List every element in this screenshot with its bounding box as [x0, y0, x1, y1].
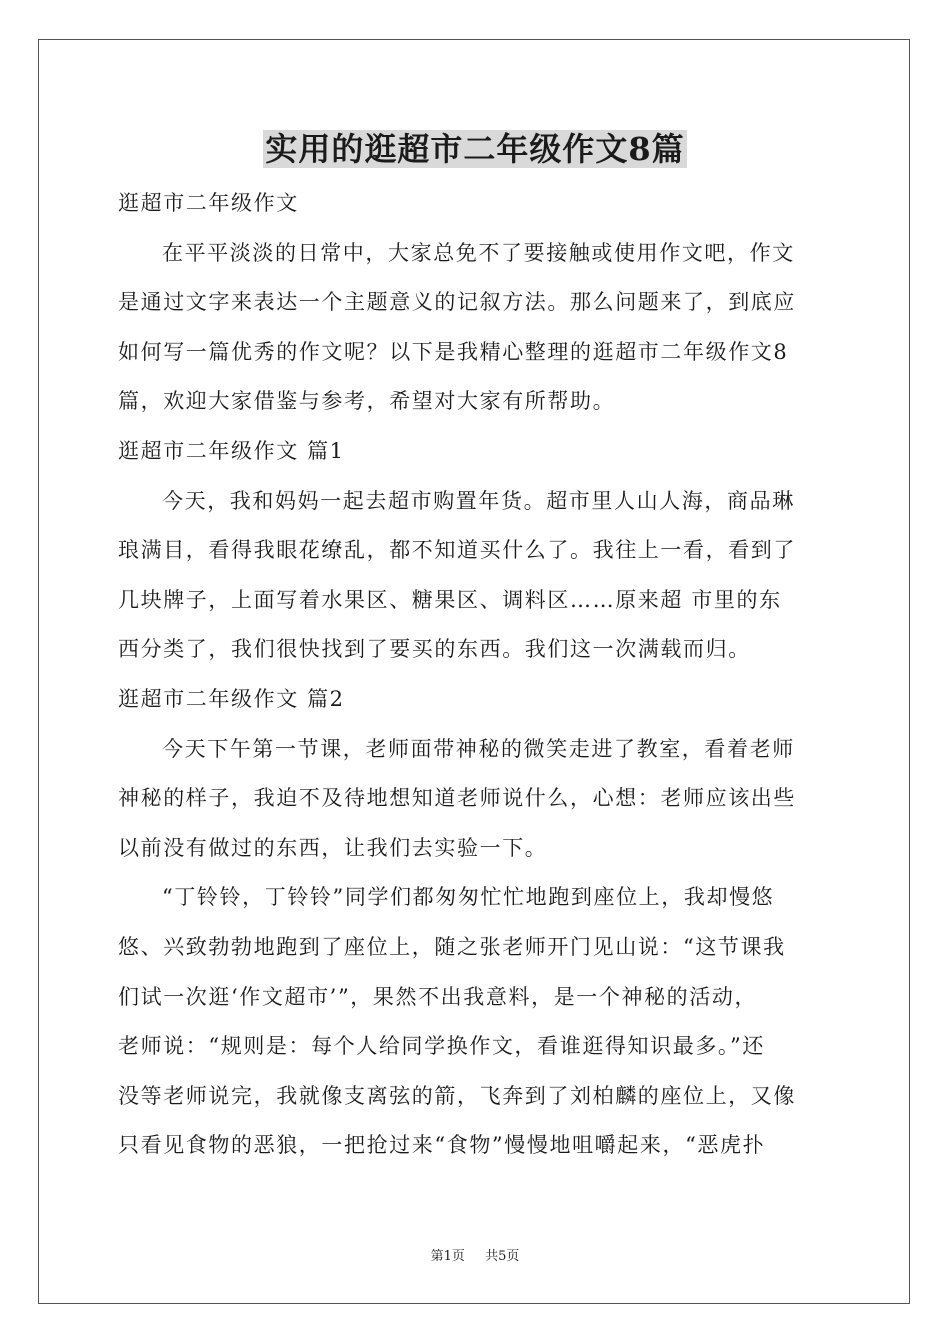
text-line: 只看见食物的恶狼，一把抢过来“食物”慢慢地咀嚼起来，“恶虎扑	[118, 1133, 766, 1158]
text-line: 在平平淡淡的日常中，大家总免不了要接触或使用作文吧，作文	[162, 240, 795, 265]
text-line: 西分类了，我们很快找到了要买的东西。我们这一次满载而归。	[118, 637, 751, 662]
text-line: 如何写一篇优秀的作文呢？以下是我精心整理的逛超市二年级作文8	[118, 339, 789, 364]
document-title: 实用的逛超市二年级作文8篇	[265, 130, 685, 168]
text-line: 逛超市二年级作文	[118, 191, 299, 215]
text-line: 们试一次逛‘作文超市’”，果然不出我意料，是一个神秘的活动，	[118, 984, 758, 1009]
text-line: 篇，欢迎大家借鉴与参考，希望对大家有所帮助。	[118, 389, 616, 414]
text-line: 神秘的样子，我迫不及待地想知道老师说什么，心想：老师应该出些	[118, 786, 796, 811]
text-line: 悠、兴致勃勃地跑到了座位上，随之张老师开门见山说：“这节课我	[118, 934, 786, 959]
text-line: 是通过文字来表达一个主题意义的记叙方法。那么问题来了，到底应	[118, 290, 796, 315]
document-title-wrap	[0, 128, 950, 170]
text-line: 没等老师说完，我就像支离弦的箭，飞奔到了刘柏麟的座位上，又像	[118, 1083, 796, 1108]
text-line: 几块牌子，上面写着水果区、糖果区、调料区……原来超 市里的东	[118, 587, 782, 612]
text-line: 以前没有做过的东西，让我们去实验一下。	[118, 835, 548, 860]
page-total: 共5页	[485, 1249, 520, 1264]
text-line: 老师说：“规则是：每个人给同学换作文，看谁逛得知识最多。”还	[118, 1034, 765, 1059]
document-body	[118, 179, 834, 1171]
text-line: 逛超市二年级作文 篇2	[118, 686, 345, 711]
text-line: 今天下午第一节课，老师面带神秘的微笑走进了教室，看着老师	[162, 736, 795, 761]
page-number: 第1页	[430, 1249, 465, 1264]
page-footer	[0, 1248, 950, 1266]
text-line: 琅满目，看得我眼花缭乱，都不知道买什么了。我往上一看，看到了	[118, 538, 796, 563]
text-line: 逛超市二年级作文 篇1	[118, 438, 345, 463]
text-line: “丁铃铃，丁铃铃”同学们都匆匆忙忙地跑到座位上，我却慢悠	[162, 885, 775, 910]
text-line: 今天，我和妈妈一起去超市购置年货。超市里人山人海，商品琳	[162, 488, 795, 513]
